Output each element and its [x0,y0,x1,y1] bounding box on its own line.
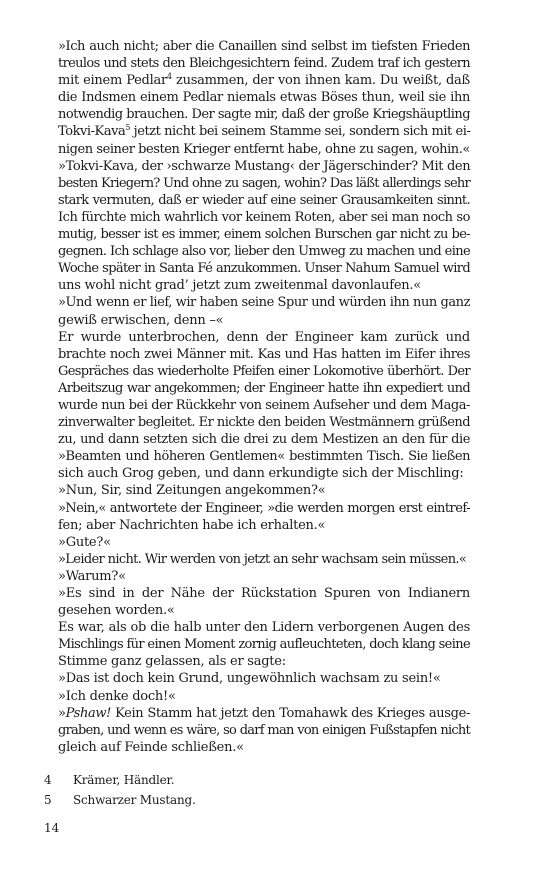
text-segment: besten Kriegern? Und ohne zu sagen, wohin? Das läßt allerdings sehr [58,175,470,191]
text-segment: Es war, als ob die halb unter den Lidern verborgenen Augen des [58,620,470,636]
italic-text: Pshaw! [65,705,112,721]
paragraph [44,329,470,483]
text-segment: zu, und dann setzten sich die drei zu dem Mestizen an den für die [58,432,470,448]
text-line [44,517,470,534]
text-line [44,277,470,294]
text-line [44,141,470,158]
text-line [44,500,470,517]
paragraph [44,585,470,619]
text-line [44,585,470,602]
body-text [44,38,470,756]
text-line [44,739,470,756]
paragraph [44,670,470,687]
paragraph [44,534,470,551]
text-line [44,106,470,123]
text-segment: stark vermuten, daß er wieder auf eine seiner Grausamkeiten sinnt. [58,192,470,208]
text-segment: mutig, besser ist es immer, einem solchen Burschen gar nicht zu be- [58,227,470,243]
paragraph [44,568,470,585]
footnote-text: Schwarzer Mustang. [73,793,196,807]
text-line [44,192,470,209]
text-segment: Arbeitszug war angekommen; der Engineer hatte ihn expediert und [58,380,470,396]
text-line [44,653,470,670]
text-line [44,636,470,653]
text-line [44,89,470,106]
footnote-number: 5 [44,793,52,807]
text-segment: die Indsmen einem Pedlar niemals etwas Böses thun, weil sie ihn [58,90,470,106]
text-segment: mit einem Pedlar [58,73,167,89]
footnote-number: 4 [44,773,52,787]
paragraph [44,619,470,670]
paragraph [44,705,470,756]
text-segment: »Es sind in der Nähe der Rückstation Spuren von Indianern [58,586,470,601]
text-segment: Tokvi-Kava [58,124,126,140]
footnotes [44,770,470,810]
text-line [44,465,470,482]
text-segment: zinverwalter begleitet. Er nickte den beiden Westmännern grüßend [58,415,470,431]
text-line [44,72,470,89]
text-segment: »Gute?« [58,534,111,550]
text-line [44,346,470,363]
text-segment: »Tokvi-Kava, der ›schwarze Mustang‹ der Jägerschinder? Mit den [58,158,471,174]
text-segment: Stimme ganz gelassen, als er sagte: [58,654,286,670]
paragraph [44,500,470,534]
footnote [44,790,470,810]
text-segment: Kein Stamm hat jetzt den Tomahawk des Krieges ausge- [111,705,470,721]
text-segment: fen; aber Nachrichten habe ich erhalten.« [58,517,326,533]
text-line [44,551,470,568]
text-line [44,209,470,226]
text-line [44,705,470,722]
text-segment: gegnen. Ich schlage also vor, lieber den Umweg zu machen und eine [58,244,470,260]
page-number: 14 [44,821,60,835]
footnote-marker: 4 [167,72,172,82]
text-line [44,448,470,465]
text-segment: uns wohl nicht grad’ jetzt zum zweitenmal davonlaufen.« [58,278,422,294]
paragraph [44,158,470,295]
text-segment: »Ich denke doch!« [58,688,176,704]
text-line [44,329,470,346]
paragraph [44,551,470,568]
text-line [44,380,470,397]
text-line [44,619,470,636]
text-segment: »Und wenn er lief, wir haben seine Spur und würden ihn nun ganz [58,295,470,311]
text-segment: brachte noch zwei Männer mit. Kas und Has hatten im Eifer ihres [58,346,470,362]
text-line [44,534,470,551]
text-segment: nigen seiner besten Krieger entfernt habe, ohne zu sagen, wohin.« [58,141,470,157]
text-segment: gleich auf Feinde schließen.« [58,739,244,755]
text-segment: jetzt nicht bei seinem Stamme sei, sondern sich mit ei- [129,124,471,140]
text-segment: » [58,705,66,721]
text-line [44,414,470,431]
text-segment: Ich fürchte mich wahrlich vor keinem Roten, aber sei man noch so [58,209,470,225]
text-line [44,260,470,277]
text-segment: »Ich auch nicht; aber die Canaillen sind selbst im tiefsten Frieden [58,39,470,54]
text-segment: treulos und stets den Bleichgesichtern feind. Zudem traf ich gestern [58,56,470,72]
text-segment: Woche später in Santa Fé anzukommen. Unser Nahum Samuel wird [58,261,470,277]
text-segment: Er wurde unterbrochen, denn der Engineer kam zurück und [58,329,470,345]
text-segment: notwendig brauchen. Der sagte mir, daß der große Kriegshäuptling [58,107,470,123]
text-line [44,243,470,260]
footnote-text: Krämer, Händler. [73,773,175,787]
text-line [44,158,470,175]
text-line [44,431,470,448]
text-line [44,363,470,380]
text-line [44,568,470,585]
text-segment: sich auch Grog geben, und dann erkundigte sich der Mischling: [58,466,464,482]
text-line [44,688,470,705]
text-line [44,670,470,687]
footnote-marker: 5 [125,123,130,133]
text-segment: graben, und wenn es wäre, so darf man von einigen Fußstapfen nicht [58,722,470,738]
text-segment: zusammen, der von ihnen kam. Du weißt, daß [171,73,470,89]
paragraph [44,482,470,499]
text-line [44,722,470,739]
text-segment: »Leider nicht. Wir werden von jetzt an sehr wachsam sein müssen.« [58,551,467,567]
text-line [44,312,470,329]
text-line [44,294,470,311]
footnote [44,770,470,790]
text-line [44,482,470,499]
text-segment: Gespräches das wiederholte Pfeifen einer Lokomotive überhört. Der [58,363,470,379]
text-segment: »Das ist doch kein Grund, ungewöhnlich wachsam zu sein!« [58,671,441,687]
text-line [44,397,470,414]
text-segment: »Nein,« antwortete der Engineer, »die werden morgen erst eintref- [58,500,470,516]
text-segment: Mischlings für einen Moment zornig aufleuchteten, doch klang seine [58,637,470,653]
text-segment: gesehen worden.« [58,603,175,619]
paragraph [44,294,470,328]
text-line [44,55,470,72]
text-segment: »Nun, Sir, sind Zeitungen angekommen?« [58,483,326,499]
text-segment: »Beamten und höheren Gentlemen« bestimmten Tisch. Sie ließen [58,449,470,465]
paragraph [44,688,470,705]
text-line [44,175,470,192]
paragraph [44,38,470,158]
text-segment: gewiß erwischen, denn –« [58,312,224,328]
text-line [44,38,470,55]
text-segment: »Warum?« [58,568,126,584]
text-line [44,602,470,619]
text-segment: wurde nun bei der Rückkehr von seinem Aufseher und dem Maga- [58,397,470,413]
text-line [44,226,470,243]
text-line [44,123,470,140]
